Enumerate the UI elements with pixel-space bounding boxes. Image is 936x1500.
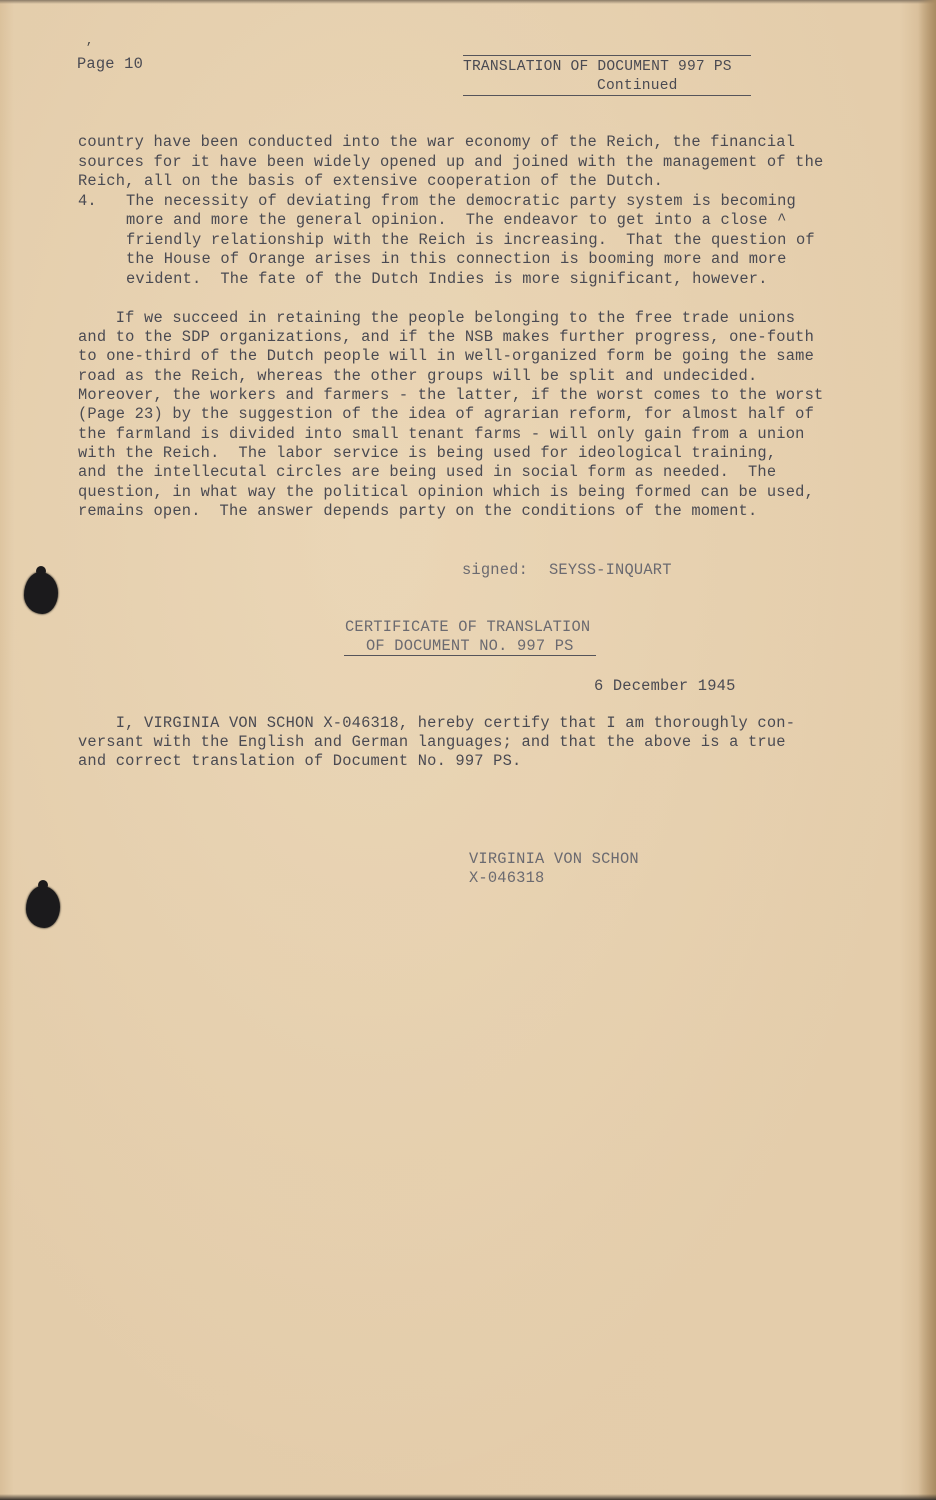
certificate-line-3: and correct translation of Document No. 997 PS. bbox=[78, 752, 522, 770]
document-title: TRANSLATION OF DOCUMENT 997 PS bbox=[463, 59, 732, 75]
para1-line-3: Reich, all on the basis of extensive cooperation of the Dutch. bbox=[78, 172, 664, 190]
item4-number: 4. bbox=[78, 192, 97, 210]
header-rule-top bbox=[463, 55, 751, 56]
para2-line-5: Moreover, the workers and farmers - the latter, if the worst comes to the worst bbox=[78, 386, 824, 404]
certificate-line-2: versant with the English and German languages; and that the above is a true bbox=[78, 733, 786, 751]
para2-line-6: (Page 23) by the suggestion of the idea of agrarian reform, for almost half of bbox=[78, 405, 814, 423]
certificate-date: 6 December 1945 bbox=[594, 677, 736, 695]
certificate-title: CERTIFICATE OF TRANSLATION bbox=[345, 618, 591, 636]
translator-name: VIRGINIA VON SCHON bbox=[469, 850, 639, 868]
para2-line-3: to one-third of the Dutch people will in well-organized form be going the same bbox=[78, 347, 814, 365]
certificate-document-ref: OF DOCUMENT NO. 997 PS bbox=[366, 637, 574, 655]
page-bottom-edge bbox=[0, 1494, 936, 1500]
item4-line-1: The necessity of deviating from the democratic party system is becoming bbox=[126, 192, 796, 210]
para2-line-9: and the intellecutal circles are being used in social form as needed. The bbox=[78, 463, 777, 481]
para2-line-10: question, in what way the political opinion which is being formed can be used, bbox=[78, 483, 814, 501]
item4-line-4: the House of Orange arises in this connection is booming more and more bbox=[126, 250, 787, 268]
certificate-title-underline bbox=[344, 655, 596, 656]
punch-hole-lower bbox=[26, 886, 60, 928]
item4-line-3: friendly relationship with the Reich is increasing. That the question of bbox=[126, 231, 815, 249]
para1-line-1: country have been conducted into the war economy of the Reich, the financial bbox=[78, 133, 796, 151]
punch-hole-upper bbox=[24, 572, 58, 614]
translator-id: X-046318 bbox=[469, 869, 545, 887]
page-number: Page 10 bbox=[77, 55, 144, 73]
header-rule-bottom bbox=[463, 95, 751, 96]
para2-line-8: with the Reich. The labor service is being used for ideological training, bbox=[78, 444, 777, 462]
para2-line-2: and to the SDP organizations, and if the NSB makes further progress, one-fouth bbox=[78, 328, 814, 346]
item4-line-2: more and more the general opinion. The endeavor to get into a close ^ bbox=[126, 211, 787, 229]
signed-label: signed: bbox=[462, 561, 529, 579]
page-right-edge bbox=[918, 0, 936, 1500]
item4-line-5: evident. The fate of the Dutch Indies is more significant, however. bbox=[126, 270, 768, 288]
para2-line-4: road as the Reich, whereas the other groups will be split and undecided. bbox=[78, 367, 758, 385]
document-subtitle: Continued bbox=[597, 78, 678, 94]
signatory-name: SEYSS-INQUART bbox=[549, 561, 672, 579]
certificate-line-1: I, VIRGINIA VON SCHON X-046318, hereby certify that I am thoroughly con- bbox=[78, 714, 796, 732]
stray-mark: , bbox=[86, 34, 94, 48]
para1-line-2: sources for it have been widely opened up and joined with the management of the bbox=[78, 153, 824, 171]
para2-line-7: the farmland is divided into small tenant farms - will only gain from a union bbox=[78, 425, 805, 443]
page-top-edge bbox=[0, 0, 936, 4]
para2-line-1: If we succeed in retaining the people belonging to the free trade unions bbox=[78, 309, 796, 327]
para2-line-11: remains open. The answer depends party on the conditions of the moment. bbox=[78, 502, 758, 520]
